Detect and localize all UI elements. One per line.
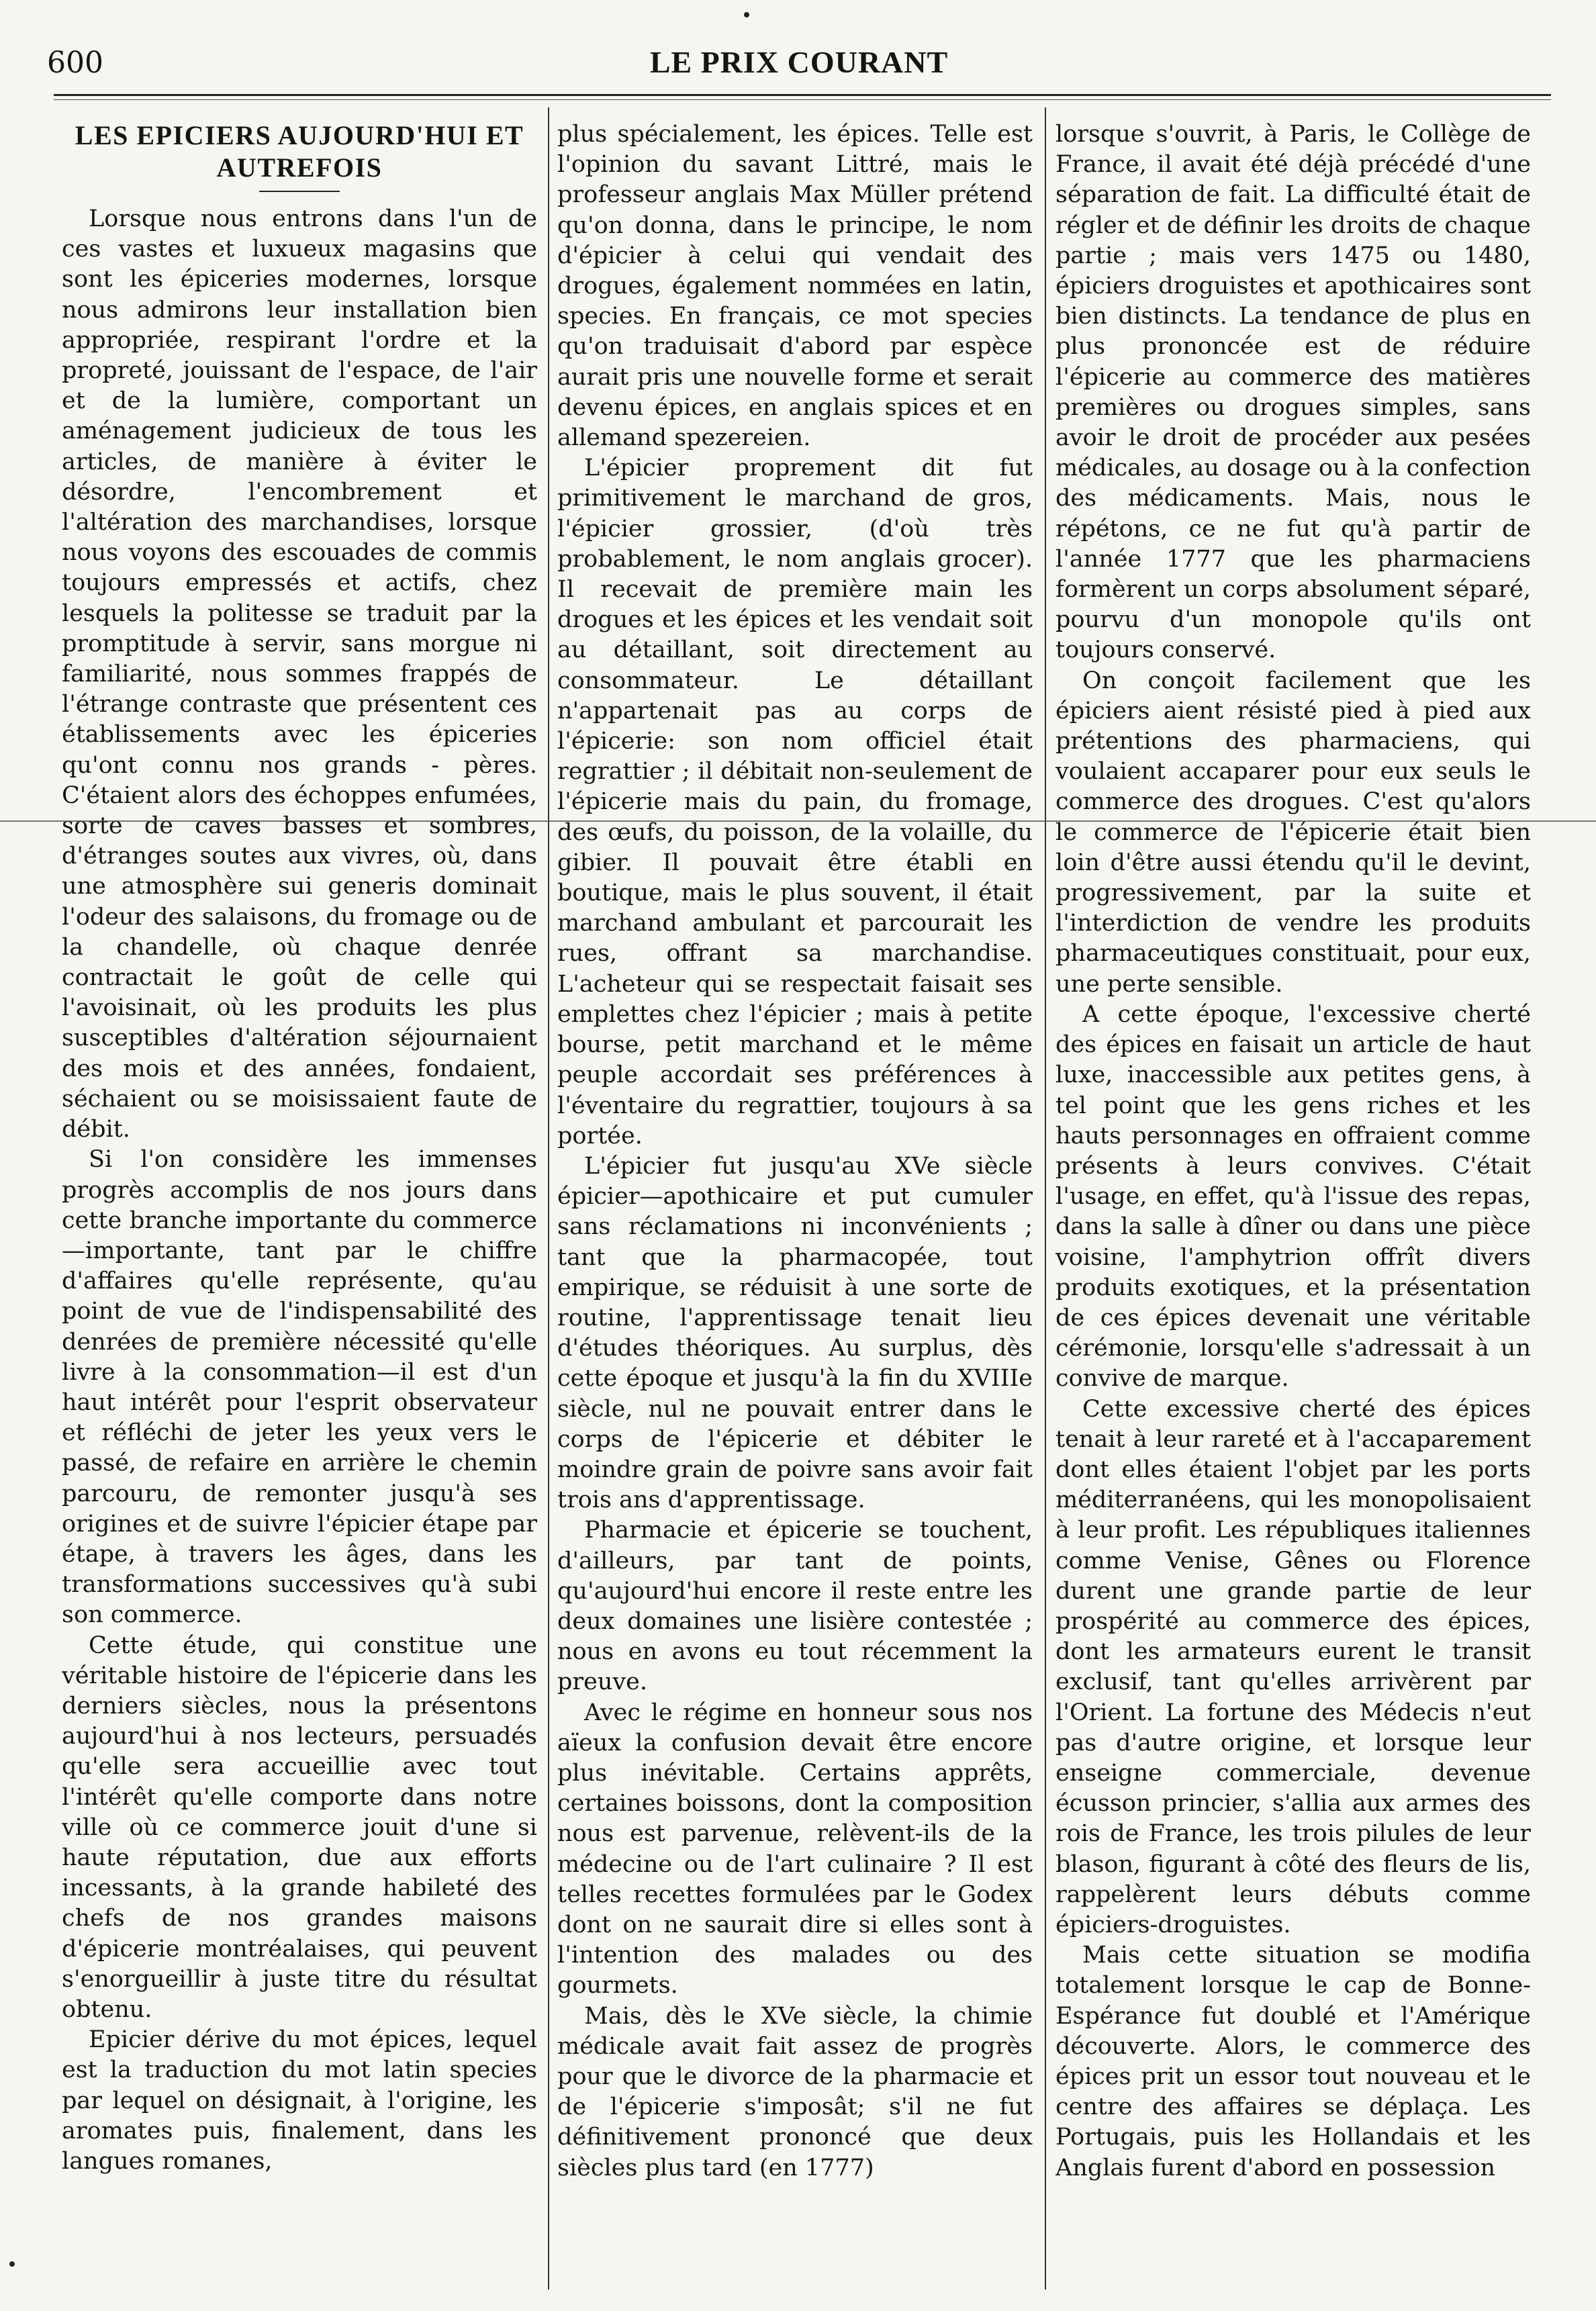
paper-fold-line bbox=[0, 820, 1596, 822]
header-rule bbox=[54, 94, 1551, 96]
page-header bbox=[47, 32, 1551, 86]
paragraph: L'épicier proprement dit fut primitivement le marchand de gros, l'épicier grossier, (d'où très probablement, le nom anglais grocer). Il recevait de première main les drogues et les épices et les vendait soit au détaillant, soit directement au consommateur. Le détaillant n'appartenait pas au corps de l'épicerie: son nom officiel était regrattier ; il débitait non-seulement de l'épicerie mais du pain, du fromage, des œufs, du poisson, de la volaille, du gibier. Il pouvait être établi en boutique, mais le plus souvent, il était marchand ambulant et parcourait les rues, offrant sa marchandise. L'acheteur qui se respectait faisait ses emplettes chez l'épicier ; mais à petite bourse, petit marchand et le même peuple accordait ses préférences à l'éventaire du regrattier, toujours à sa portée. bbox=[557, 455, 1033, 1149]
paragraph: L'épicier fut jusqu'au XVe siècle épicier—apothicaire et put cumuler sans réclamations ni inconvénients ; tant que la pharmacopée, tout empirique, se réduisit à une sorte de routine, l'apprentissage tenait lieu d'études théoriques. Au surplus, dès cette époque et jusqu'à la fin du XVIIIe siècle, nul ne pouvait entrer dans le corps de l'épicerie et débiter le moindre grain de poivre sans avoir fait trois ans d'apprentissage. bbox=[557, 1152, 1033, 1514]
running-title: LE PRIX COURANT bbox=[649, 45, 949, 79]
paragraph: Mais, dès le XVe siècle, la chimie médicale avait fait assez de progrès pour que le divorce de la pharmacie et de l'épicerie s'imposât; s'il ne fut définitivement prononcé que deux siècles plus tard (en 1777) bbox=[557, 2002, 1033, 2181]
speck bbox=[744, 12, 749, 17]
paragraph: Lorsque nous entrons dans l'un de ces vastes et luxueux magasins que sont les épiceries modernes, lorsque nous admirons leur installation bien appropriée, respirant l'ordre et la propreté, jouissant de l'espace, de l'air et de la lumière, comportant un aménagement judicieux de tous les articles, de manière à éviter le désordre, l'encombrement et l'altération des marchandises, lorsque nous voyons des escouades de commis toujours empressés et actifs, chez lesquels la politesse se traduit par la promptitude à servir, sans morgue ni familiarité, nous sommes frappés de l'étrange contraste que présentent ces établissements avec les épiceries qu'ont connu nos grands - pères. C'étaient alors des échoppes enfumées, sorte de caves basses et sombres, d'étranges soutes aux vivres, où, dans une atmosphère sui generis dominait l'odeur des salaisons, du fromage ou de la chandelle, où chaque denrée contractait le goût de celle qui l'avoisinait, où les produits les plus susceptibles d'altération séjournaient des mois et des années, fondaient, séchaient ou se moisissaient faute de débit. bbox=[62, 205, 537, 1143]
column-3 bbox=[1055, 120, 1531, 2268]
column-1 bbox=[62, 120, 537, 2268]
column-divider bbox=[548, 107, 549, 2290]
header-rule-thin bbox=[54, 99, 1551, 100]
paragraph: lorsque s'ouvrit, à Paris, le Collège de France, il avait été déjà précédé d'une séparation de fait. La difficulté était de régler et de définir les droits de chaque partie ; mais vers 1475 ou 1480, épiciers droguistes et apothicaires sont bien distincts. La tendance de plus en plus prononcée est de réduire l'épicerie au commerce des matières premières ou drogues simples, sans avoir le droit de procéder aux pesées médicales, au dosage ou à la confection des médicaments. Mais, nous le répétons, ce ne fut qu'à partir de l'année 1777 que les pharmaciens formèrent un corps absolument séparé, pourvu d'un monopole qu'ils ont toujours conservé. bbox=[1055, 121, 1531, 664]
paragraph: Cette étude, qui constitue une véritable histoire de l'épicerie dans les derniers siècles, nous la présentons aujourd'hui à nos lecteurs, persuadés qu'elle sera accueillie avec tout l'intérêt qu'elle comporte dans notre ville où ce commerce jouit d'une si haute réputation, due aux efforts incessants, à la grande habileté des chefs de nos grandes maisons d'épicerie montréalaises, qui peuvent s'enorgueillir à juste titre du résultat obtenu. bbox=[62, 1632, 537, 2023]
paragraph: Pharmacie et épicerie se touchent, d'ailleurs, par tant de points, qu'aujourd'hui encore il reste entre les deux domaines une lisière contestée ; nous en avons eu tout récemment la preuve. bbox=[557, 1517, 1033, 1696]
paragraph: A cette époque, l'excessive cherté des épices en faisait un article de haut luxe, inaccessible aux petites gens, à tel point que les gens riches et les hauts personnages en offraient comme présents à leurs convives. C'était l'usage, en effet, qu'à l'issue des repas, dans la salle à dîner ou dans une pièce voisine, l'amphytrion offrît divers produits exotiques, et la présentation de ces épices devenait une véritable cérémonie, lorsqu'elle s'adressait à un convive de marque. bbox=[1055, 1000, 1531, 1393]
paragraph: plus spécialement, les épices. Telle est l'opinion du savant Littré, mais le professeur anglais Max Müller prétend qu'on donna, dans le principe, le nom d'épicier à celui qui vendait des drogues, également nommées en latin, species. En français, ce mot species qu'on traduisait d'abord par espèce aurait pris une nouvelle forme et serait devenu épices, en anglais spices et en allemand spezereien. bbox=[557, 121, 1033, 452]
page-number: 600 bbox=[47, 46, 103, 80]
paragraph: On conçoit facilement que les épiciers aient résisté pied à pied aux prétentions des pharmaciens, qui voulaient accaparer pour eux seuls le commerce des drogues. C'est qu'alors le commerce de l'épicerie était bien loin d'être aussi étendu qu'il le devint, progressivement, par la suite et l'interdiction de vendre les produits pharmaceutiques constituait, pour eux, une perte sensible. bbox=[1055, 667, 1531, 998]
title-rule bbox=[259, 191, 340, 192]
paragraph: Avec le régime en honneur sous nos aïeux la confusion devait être encore plus inévitable. Certains apprêts, certaines boissons, dont la composition nous est parvenue, relèvent-ils de la médecine ou de l'art culinaire ? Il est telles recettes formulées par le Godex dont on ne saurait dire si elles sont à l'intention des malades ou des gourmets. bbox=[557, 1699, 1033, 1999]
column-2 bbox=[557, 120, 1033, 2268]
column-divider bbox=[1045, 107, 1046, 2290]
paragraph: Cette excessive cherté des épices tenait à leur rareté et à l'accaparement dont elles étaient l'objet par les ports méditerranéens, qui les monopolisaient à leur profit. Les républiques italiennes comme Venise, Gênes ou Florence durent une grande partie de leur prospérité au commerce des épices, dont les armateurs eurent le transit exclusif, tant qu'elles arrivèrent par l'Orient. La fortune des Médecis n'eut pas d'autre origine, et lorsque leur enseigne commerciale, devenue écusson princier, s'allia aux armes des rois de France, les trois pilules de leur blason, figurant à côté des fleurs de lis, rappelèrent leurs débuts comme épiciers-droguistes. bbox=[1055, 1395, 1531, 1938]
paragraph: Epicier dérive du mot épices, lequel est la traduction du mot latin species par lequel on désignait, à l'origine, les aromates puis, finalement, dans les langues romanes, bbox=[62, 2026, 537, 2175]
paragraph: Mais cette situation se modifia totalement lorsque le cap de Bonne-Espérance fut doublé et l'Amérique découverte. Alors, le commerce des épices prit un essor tout nouveau et le centre des affaires se déplaça. Les Portugais, puis les Hollandais et les Anglais furent d'abord en possession bbox=[1055, 1942, 1531, 2181]
article-title: LES EPICIERS AUJOURD'HUI ET AUTREFOIS bbox=[75, 120, 524, 183]
paragraph: Si l'on considère les immenses progrès accomplis de nos jours dans cette branche importante du commerce—importante, tant par le chiffre d'affaires qu'elle représente, qu'au point de vue de l'indispensabilité des denrées de première nécessité qu'elle livre à la consommation—il est d'un haut intérêt pour l'esprit observateur et réfléchi de jeter les yeux vers le passé, de refaire en arrière le chemin parcouru, de remonter jusqu'à ses origines et de suivre l'épicier étape par étape, à travers les âges, dans les transformations successives qu'à subi son commerce. bbox=[62, 1146, 537, 1629]
speck bbox=[9, 2261, 15, 2267]
